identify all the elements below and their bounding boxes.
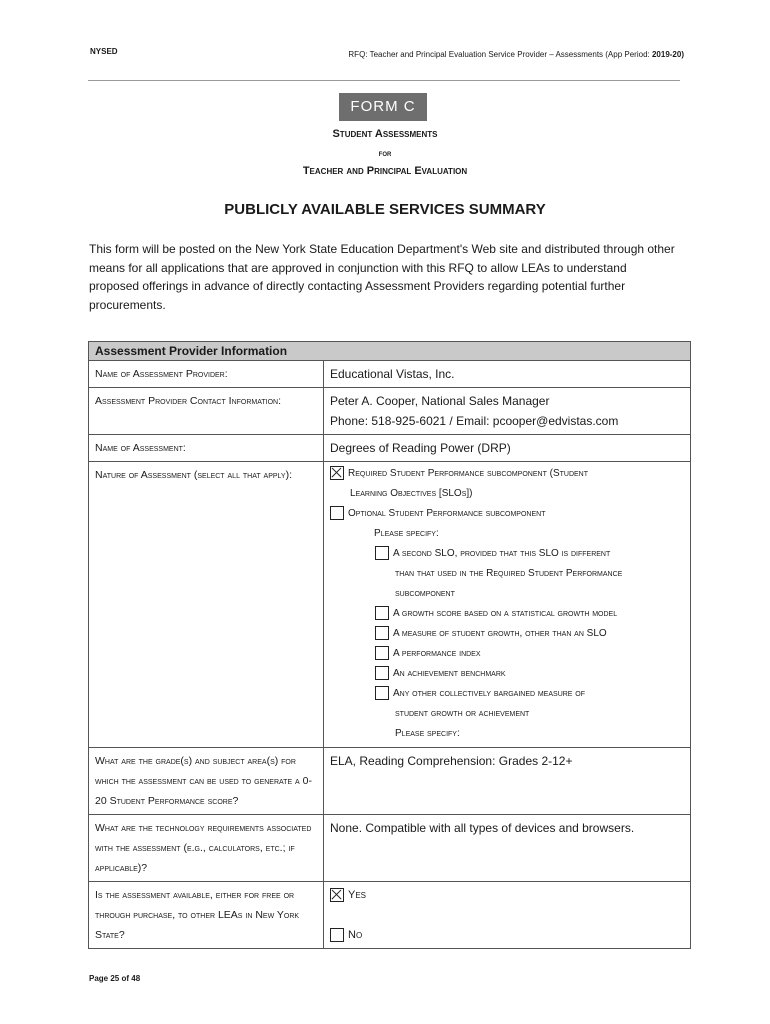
contact-name: Peter A. Cooper, National Sales Manager xyxy=(330,394,550,408)
form-badge: FORM C xyxy=(339,93,427,121)
header-rfq-text: RFQ: Teacher and Principal Evaluation Service Provider – Assessments (App Period: xyxy=(348,50,652,59)
table-row xyxy=(89,435,691,462)
title-line-3: Teacher and Principal Evaluation xyxy=(302,165,468,177)
yes-option[interactable] xyxy=(330,885,684,905)
second-slo-checkbox[interactable] xyxy=(375,546,389,560)
table-row xyxy=(89,815,691,882)
provider-info-table xyxy=(88,341,691,949)
table-row xyxy=(89,361,691,388)
provider-name-value: Educational Vistas, Inc. xyxy=(324,361,691,388)
achievement-benchmark-label: An achievement benchmark xyxy=(393,668,506,679)
yes-checkbox[interactable] xyxy=(330,888,344,902)
other-measure-label-a: Any other collectively bargained measure of xyxy=(393,688,585,699)
contact-phone-email: Phone: 518-925-6021 / Email: pcooper@edvistas.com xyxy=(330,414,619,428)
no-checkbox[interactable] xyxy=(330,928,344,942)
table-row xyxy=(89,388,691,435)
no-label: No xyxy=(348,929,363,941)
table-row xyxy=(89,748,691,815)
table-row xyxy=(89,882,691,949)
table-heading: Assessment Provider Information xyxy=(89,342,691,361)
no-option[interactable] xyxy=(330,925,684,945)
optional-option[interactable] xyxy=(330,504,684,524)
student-growth-label: A measure of student growth, other than an SLO xyxy=(393,628,607,639)
tech-requirements-value: None. Compatible with all types of devices and browsers. xyxy=(324,815,691,882)
title-line-2: for xyxy=(378,148,392,158)
growth-score-option[interactable] xyxy=(375,604,684,624)
growth-score-label: A growth score based on a statistical growth model xyxy=(393,608,618,619)
tech-requirements-label: What are the technology requirements associated with the assessment (e.g., calculators, etc.; if applicable)? xyxy=(89,815,324,882)
provider-name-label: Name of Assessment Provider: xyxy=(89,361,324,388)
required-slo-option[interactable] xyxy=(330,464,684,484)
header-agency: NYSED xyxy=(90,47,118,56)
nature-label: Nature of Assessment (select all that apply): xyxy=(89,462,324,748)
header-app-period: 2019-20) xyxy=(651,50,684,59)
other-please-specify-label: Please specify: xyxy=(395,728,460,739)
grades-value: ELA, Reading Comprehension: Grades 2-12+ xyxy=(324,748,691,815)
contact-value xyxy=(324,388,691,435)
nature-options xyxy=(324,462,691,748)
optional-checkbox[interactable] xyxy=(330,506,344,520)
other-measure-checkbox[interactable] xyxy=(375,686,389,700)
other-measure-label-b: student growth or achievement xyxy=(395,708,530,719)
intro-paragraph: This form will be posted on the New York State Education Department's Web site and distributed through other means for all applications that are approved in conjunction with this RFQ to allow LEAs to understand proposed offerings in advance of directly contacting Assessment Providers regarding potential further procurements. xyxy=(89,242,675,312)
yes-label: Yes xyxy=(348,889,367,901)
second-slo-option[interactable] xyxy=(375,544,684,564)
second-slo-label-b: than that used in the Required Student Performance xyxy=(395,568,623,579)
second-slo-label-c: subcomponent xyxy=(395,588,455,599)
achievement-benchmark-option[interactable] xyxy=(375,664,684,684)
achievement-benchmark-checkbox[interactable] xyxy=(375,666,389,680)
growth-score-checkbox[interactable] xyxy=(375,606,389,620)
performance-index-checkbox[interactable] xyxy=(375,646,389,660)
required-slo-checkbox[interactable] xyxy=(330,466,344,480)
header-divider xyxy=(88,80,680,81)
contact-label: Assessment Provider Contact Information: xyxy=(89,388,324,435)
optional-label: Optional Student Performance subcomponent xyxy=(348,508,546,519)
table-row xyxy=(89,462,691,748)
required-slo-label-b: Learning Objectives [SLOs]) xyxy=(350,488,473,499)
availability-label: Is the assessment available, either for free or through purchase, to other LEAs in New York State? xyxy=(89,882,324,949)
assessment-name-value: Degrees of Reading Power (DRP) xyxy=(324,435,691,462)
required-slo-label-a: Required Student Performance subcomponent (Student xyxy=(348,468,589,479)
other-measure-option[interactable] xyxy=(375,684,684,704)
title-line-1: Student Assessments xyxy=(332,128,438,140)
please-specify-label: Please specify: xyxy=(374,528,439,539)
second-slo-label-a: A second SLO, provided that this SLO is different xyxy=(393,548,611,559)
grades-label: What are the grade(s) and subject area(s) for which the assessment can be used to generate a 0-20 Student Performance score? xyxy=(89,748,324,815)
availability-options xyxy=(324,882,691,949)
main-title: PUBLICLY AVAILABLE SERVICES SUMMARY xyxy=(224,201,546,218)
assessment-name-label: Name of Assessment: xyxy=(89,435,324,462)
student-growth-checkbox[interactable] xyxy=(375,626,389,640)
header-rfq-title xyxy=(290,50,684,59)
performance-index-label: A performance index xyxy=(393,648,481,659)
student-growth-option[interactable] xyxy=(375,624,684,644)
page-number: Page 25 of 48 xyxy=(89,974,141,983)
performance-index-option[interactable] xyxy=(375,644,684,664)
table-heading-row xyxy=(89,342,691,361)
